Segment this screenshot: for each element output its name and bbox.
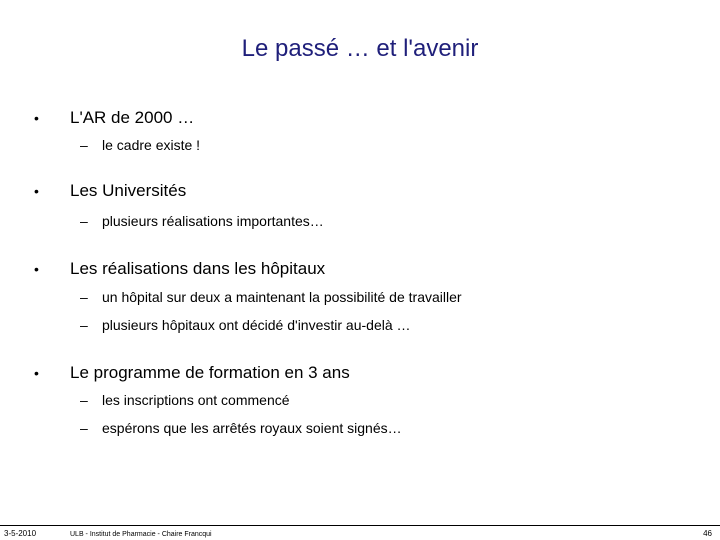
slide-title: Le passé … et l'avenir: [241, 35, 479, 62]
bullet-item: [0, 361, 720, 385]
sub-bullet-item: [0, 418, 720, 438]
sub-bullet-item: [0, 390, 720, 410]
sub-bullet-text: espérons que les arrêtés royaux soient signés…: [102, 420, 402, 436]
bullet-item: [0, 179, 720, 203]
sub-bullet-item: [0, 211, 720, 231]
sub-bullet-text: un hôpital sur deux a maintenant la possibilité de travailler: [102, 289, 462, 305]
bullet-item: [0, 257, 720, 281]
bullet-marker: •: [34, 183, 39, 199]
footer-institution: ULB - Institut de Pharmacie - Chaire Francqui: [70, 531, 212, 538]
bullet-text: Les réalisations dans les hôpitaux: [70, 259, 326, 278]
bullet-item: [0, 106, 720, 130]
sub-bullet-item: [0, 135, 720, 155]
footer-date: 3-5-2010: [4, 529, 37, 538]
sub-bullet-text: les inscriptions ont commencé: [102, 392, 290, 408]
sub-bullet-marker: –: [80, 392, 88, 408]
sub-bullet-marker: –: [80, 317, 88, 333]
page-number: 46: [703, 529, 712, 538]
sub-bullet-marker: –: [80, 289, 88, 305]
bullet-marker: •: [34, 365, 39, 381]
sub-bullet-text: plusieurs réalisations importantes…: [102, 213, 324, 229]
sub-bullet-marker: –: [80, 213, 88, 229]
sub-bullet-text: plusieurs hôpitaux ont décidé d'investir au-delà …: [102, 317, 411, 333]
sub-bullet-marker: –: [80, 420, 88, 436]
bullet-text: Les Universités: [70, 181, 187, 200]
sub-bullet-text: le cadre existe !: [102, 137, 201, 153]
sub-bullet-item: [0, 287, 720, 307]
sub-bullet-marker: –: [80, 137, 88, 153]
footer-divider: [0, 525, 720, 526]
bullet-marker: •: [34, 261, 39, 277]
sub-bullet-item: [0, 315, 720, 335]
bullet-text: Le programme de formation en 3 ans: [70, 363, 350, 382]
bullet-text: L'AR de 2000 …: [70, 108, 195, 127]
bullet-marker: •: [34, 110, 39, 126]
